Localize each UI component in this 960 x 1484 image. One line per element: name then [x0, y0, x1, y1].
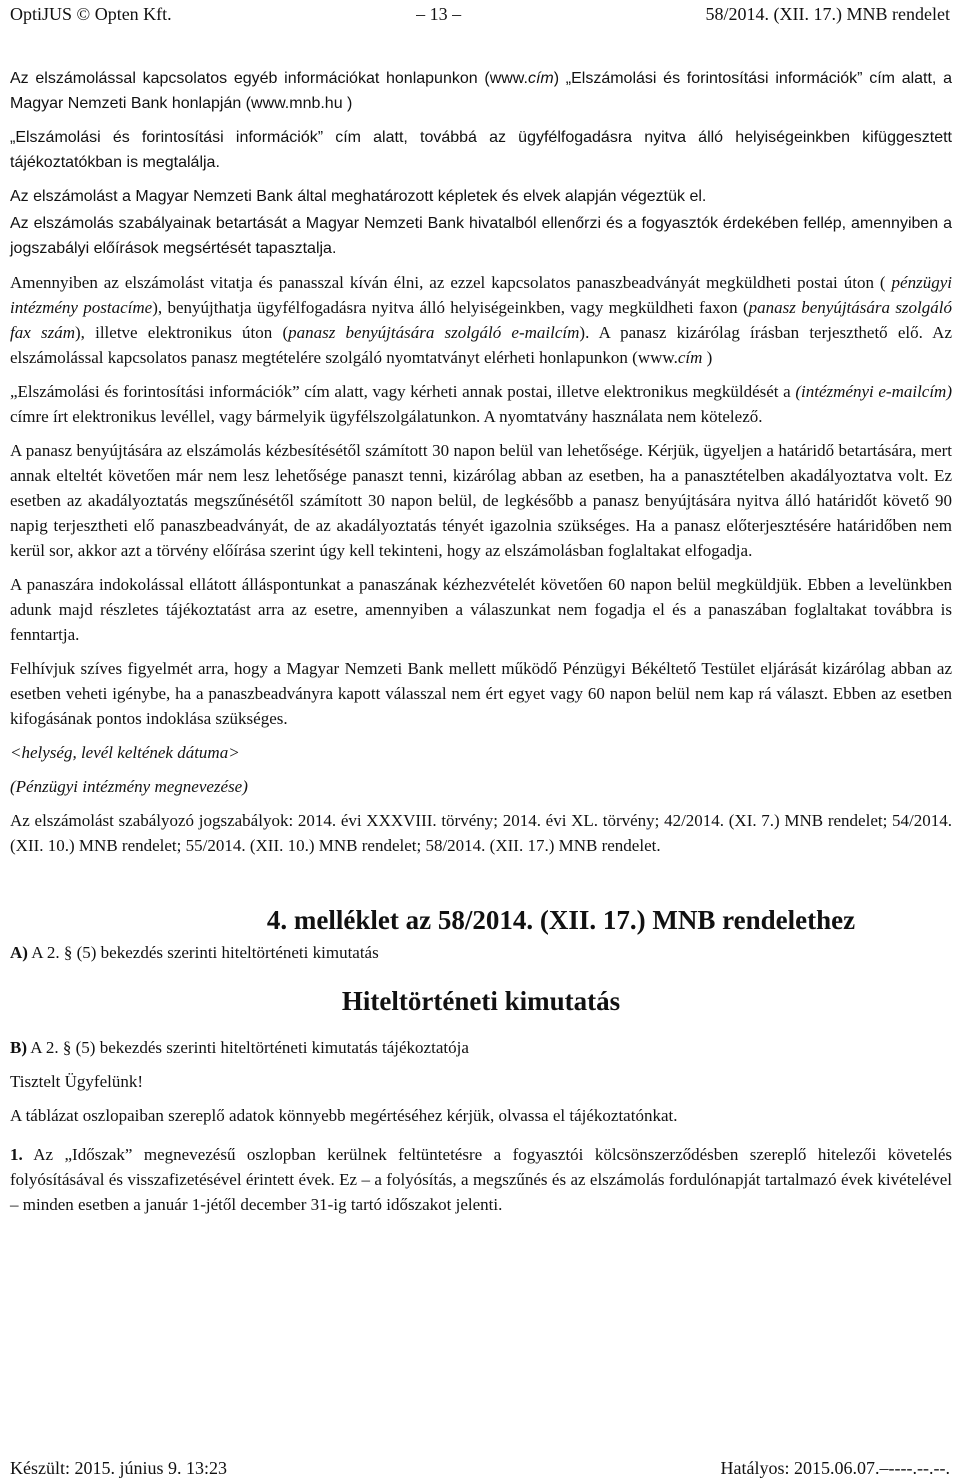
- placeholder-complaint-email: panasz benyújtására szolgáló e-mailcím: [288, 323, 580, 342]
- paragraph-calculation-basis: Az elszámolást a Magyar Nemzeti Bank által meghatározott képletek és elvek alapján végeztük el.: [10, 188, 707, 205]
- paragraph-response-time: A panaszára indokolással ellátott álláspontunkat a panaszának kézhezvételét követően 60 napon belül megküldjük. Ebben a levelünkben adunk majd részletes tájékoztatást arra az esetre, amennyiben a válaszunkat nem fogadja el és a panaszában foglaltakat továbbra is fenntartja.: [10, 575, 952, 644]
- placeholder-web-address: cím: [527, 70, 554, 87]
- section-b-heading: B) A 2. § (5) bekezdés szerinti hiteltörténeti kimutatás tájékoztatója: [10, 1038, 469, 1057]
- document-body: [10, 66, 952, 1226]
- paragraph-info-location: „Elszámolási és forintosítási információk” cím alatt, továbbá az ügyfélfogadásra nyitva álló helyiségeinkben kifüggesztett tájékoztatókban is megtalálja.: [10, 129, 952, 171]
- section-a-label: A): [10, 943, 28, 962]
- header-source: OptiJUS © Opten Kft.: [10, 4, 172, 24]
- paragraph-complaint-submission: Amennyiben az elszámolást vitatja és panasszal kíván élni, az ezzel kapcsolatos panaszbeadványát megküldheti postai úton ( pénzügyi intézmény postacíme), benyújthatja ügyfélfogadásra nyitva álló helyiségeinkben, vagy megküldheti faxon (panasz benyújtására szolgáló fax szám), illetve elektronikus úton (panasz benyújtására szolgáló e-mailcím). A panasz kizárólag írásban terjeszthető elő. Az elszámolással kapcsolatos panasz megtételére szolgáló nyomtatványt elérheti honlapunkon (www.cím ): [10, 273, 952, 367]
- intro-paragraph: A táblázat oszlopaiban szereplő adatok könnyebb megértéséhez kérjük, olvassa el tájékoztatónkat.: [10, 1106, 678, 1125]
- page-number: – 13 –: [416, 4, 462, 24]
- paragraph-legal-references: Az elszámolást szabályozó jogszabályok: 2014. évi XXXVIII. törvény; 2014. évi XL. törvény; 42/2014. (XI. 7.) MNB rendelet; 54/2014. (XII. 10.) MNB rendelet; 55/2014. (XII. 10.) MNB rendelet; 58/2014. (XII. 17.) MNB rendelet.: [10, 811, 952, 855]
- page-footer: [10, 1456, 950, 1482]
- section-b-label: B): [10, 1038, 27, 1057]
- placeholder-place-date: <helység, levél keltének dátuma>: [10, 743, 240, 762]
- list-item-number: 1.: [10, 1145, 23, 1164]
- paragraph-arbitration-board: Felhívjuk szíves figyelmét arra, hogy a Magyar Nemzeti Bank mellett működő Pénzügyi Békéltető Testület eljárását kizárólag abban az esetben veheti igénybe, ha a panaszbeadványra kapott válasszal nem ért egyet vagy 60 napon belül nem kap rá választ. Ebben az esetben kifogásának pontos indoklása szükséges.: [10, 659, 952, 728]
- placeholder-fax-number: panasz benyújtására szolgáló fax szám: [10, 298, 952, 342]
- paragraph-form-request: „Elszámolási és forintosítási információk” cím alatt, vagy kérheti annak postai, illetve elektronikus megküldését a (intézményi e-mailcím) címre írt elektronikus levéllel, vagy bármelyik ügyfélszolgálatunkon. A nyomtatvány használata nem kötelező.: [10, 382, 952, 426]
- page-header: [10, 2, 950, 28]
- header-regulation: 58/2014. (XII. 17.) MNB rendelet: [705, 4, 950, 24]
- credit-history-title: Hiteltörténeti kimutatás: [341, 986, 621, 1016]
- paragraph-mnb-supervision: Az elszámolás szabályainak betartását a Magyar Nemzeti Bank hivatalból ellenőrzi és a fogyasztók érdekében fellép, amennyiben a jogszabályi előírások megsértését tapasztalja.: [10, 215, 952, 257]
- placeholder-web-address: cím: [677, 348, 703, 367]
- placeholder-postal-address: pénzügyi intézmény postacíme: [10, 273, 952, 317]
- created-timestamp: Készült: 2015. június 9. 13:23: [10, 1458, 227, 1478]
- effective-date: Hatályos: 2015.06.07.–----.--.--.: [720, 1458, 950, 1478]
- section-a-heading: A) A 2. § (5) bekezdés szerinti hiteltörténeti kimutatás: [10, 943, 379, 962]
- paragraph-complaint-deadline: A panasz benyújtására az elszámolás kézbesítésétől számított 30 napon belül van lehetősége. Kérjük, ügyeljen a határidő betartására, mert annak elteltét követően már nem lesz lehetősége panaszt tenni, kizárólag abban az esetben, ha a panasztételben akadályoztatva volt. Ez esetben az akadályoztatás megszűnésétől számított 30 napon belül, de legkésőbb a panasz benyújtására nyitva álló határidőt követő 90 napig terjesztheti elő panaszbeadványát, de az akadályoztatás tényét igazolnia szükséges. Ha a panasz előterjesztésére határidőben nem kerül sor, akkor azt a törvény előírása szerint úgy kell tekinteni, hogy az elszámolásban foglaltakat elfogadja.: [10, 441, 952, 560]
- annex-title: 4. melléklet az 58/2014. (XII. 17.) MNB rendelethez: [266, 905, 856, 935]
- paragraph-info-website: Az elszámolással kapcsolatos egyéb információkat honlapunkon (www.cím) „Elszámolási és forintosítási információk” cím alatt, a Magyar Nemzeti Bank honlapján (www.mnb.hu ): [10, 70, 952, 112]
- greeting: Tisztelt Ügyfelünk!: [10, 1072, 144, 1091]
- placeholder-institution-name: (Pénzügyi intézmény megnevezése): [10, 777, 248, 796]
- list-item-1: 1. Az „Időszak” megnevezésű oszlopban kerülnek feltüntetésre a fogyasztói kölcsönszerződésben szereplő hitelezői követelés folyósításával és visszafizetésével érintett évek. Ez – a folyósítás, a megszűnés és az elszámolás fordulónapját tartalmazó évek kivételével – minden esetben a január 1-jétől december 31-ig tartó időszakot jelenti.: [10, 1145, 952, 1214]
- placeholder-institution-email: (intézményi e-mailcím): [795, 382, 952, 401]
